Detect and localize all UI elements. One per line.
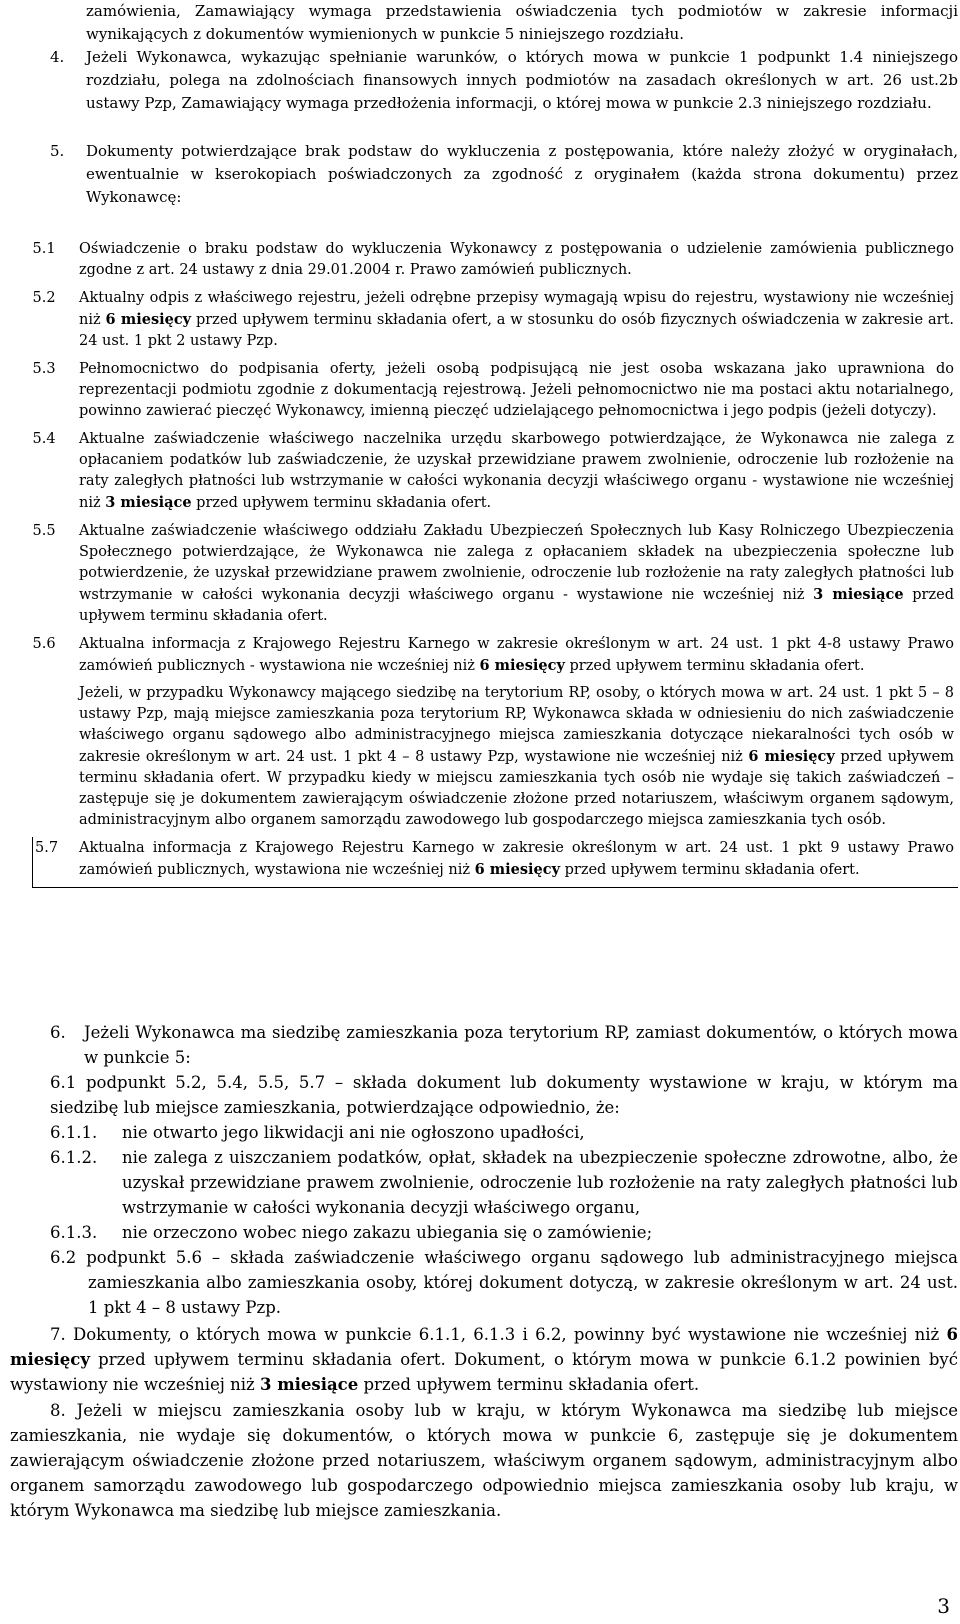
doc-subparagraph: Jeżeli, w przypadku Wykonawcy mającego siedzibę na terytorium RP, osoby, o których mowa w art. 24 ust. 1 pkt 5 – 8 ustawy Pzp, mają miejsce zamieszkania poza terytorium RP, Wykonawca składa w odniesieniu do nich zaświadczenie właściwego organu sądowego albo administracyjnego miejsca zamieszkania dotyczące niekaralności tych osób w zakresie określonym w art. 24 ust. 1 pkt 4 – 8 ustawy Pzp, wystawione nie wcześniej niż 6 miesięcy przed upływem terminu składania ofert. W przypadku kiedy w miejscu zamieszkania tych osób nie wydaje się takich zaświadczeń – zastępuje się je dokumentem zawierającym oświadczenie złożone przed notariuszem, właściwym organem sądowym, administracyjnym albo organem samorządu zawodowego lub gospodarczego miejsca zamieszkania tych osób. <box>79 685 954 828</box>
section-8: 8. Jeżeli w miejscu zamieszkania osoby lub w kraju, w którym Wykonawca ma siedzibę lub miejsce zamieszkania, nie wydaje się dokumentów, o których mowa w punkcie 6, zastępuje się je dokumentem zawierającym oświadczenie złożone przed notariuszem, właściwym organem sądowym, administracyjnym albo organem samorządu zawodowego lub gospodarczego odpowiednio miejsca zamieszkania osoby lub kraju, w którym Wykonawca ma siedzibę lub miejsce zamieszkania. <box>10 1401 958 1520</box>
page-number: 3 <box>937 1594 950 1618</box>
deadline-emphasis: 6 miesięcy <box>479 657 565 674</box>
item-4-number: 4. <box>50 48 65 66</box>
section-6-2-number: 6.2 <box>50 1248 77 1267</box>
doc-row-5-6 <box>33 633 959 837</box>
section-6-2 <box>50 1245 958 1320</box>
section-6-1-1-text: nie otwarto jego likwidacji ani nie ogłoszono upadłości, <box>122 1123 585 1142</box>
section-6-1-2-text: nie zalega z uiszczaniem podatków, opłat, składek na ubezpieczenie społeczne zdrowotne, albo, że uzyskał przewidziane prawem zwolnienie, odroczenie lub rozłożenie na raty zaległych płatności lub wstrzymanie w całości wykonania decyzji właściwego organu, <box>122 1148 958 1217</box>
doc-row-5-7 <box>33 837 959 888</box>
item-4 <box>50 46 958 115</box>
section-6-number: 6. <box>50 1023 66 1042</box>
section-6-text: Jeżeli Wykonawca ma siedzibę zamieszkania poza terytorium RP, zamiast dokumentów, o których mowa w punkcie 5: <box>84 1023 958 1067</box>
doc-text: Aktualny odpis z właściwego rejestru, jeżeli odrębne przepisy wymagają wpisu do rejestru, wystawiony nie wcześniej niż 6 miesięcy przed upływem terminu składania ofert, a w stosunku do osób fizycznych oświadczenia w zakresie art. 24 ust. 1 pkt 2 ustawy Pzp. <box>79 290 955 349</box>
section-6-1-3-text: nie orzeczono wobec niego zakazu ubiegania się o zamówienie; <box>122 1223 653 1242</box>
doc-text: Oświadczenie o braku podstaw do wykluczenia Wykonawcy z postępowania o udzielenie zamówienia publicznego zgodne z art. 24 ustawy z dnia 29.01.2004 r. Prawo zamówień publicznych. <box>79 241 954 278</box>
section-6-1-1-number: 6.1.1. <box>50 1123 98 1142</box>
doc-text: Pełnomocnictwo do podpisania oferty, jeżeli osobą podpisującą nie jest osoba wskazana jako uprawniona do reprezentacji podmiotu zgodnie z dokumentacją rejestrową. Jeżeli pełnomocnictwo nie ma postaci aktu notarialnego, powinno zawierać pieczęć Wykonawcy, imienną pieczęć udzielającego pełnomocnictwa i jego podpis (jeżeli dotyczy). <box>79 361 954 419</box>
doc-number: 5.5 <box>32 523 56 539</box>
item-5-text: Dokumenty potwierdzające brak podstaw do wykluczenia z postępowania, które należy złożyć w oryginałach, ewentualnie w kserokopiach poświadczonych za zgodność z oryginałem (każda strona dokumentu) przez Wykonawcę: <box>86 142 958 206</box>
doc-text: Aktualna informacja z Krajowego Rejestru Karnego w zakresie określonym w art. 24 ust. 1 pkt 4-8 ustawy Prawo zamówień publicznych - wystawiona nie wcześniej niż 6 miesięcy przed upływem terminu składania ofert. Jeżeli, w przypadku Wykonawcy mającego siedzibę na terytorium RP, osoby, o których mowa w art. 24 ust. 1 pkt 5 – 8 ustawy Pzp, mają miejsce zamieszkania poza terytorium RP, Wykonawca składa w odniesieniu do nich zaświadczenie właściwego organu sądowego albo administracyjnego miejsca zamieszkania dotyczące niekaralności tych osób w zakresie określonym w art. 24 ust. 1 pkt 4 – 8 ustawy Pzp, wystawione nie wcześniej niż 6 miesięcy przed upływem terminu składania ofert. W przypadku kiedy w miejscu zamieszkania tych osób nie wydaje się takich zaświadczeń – zastępuje się je dokumentem zawierającym oświadczenie złożone przed notariuszem, właściwym organem sądowym, administracyjnym albo organem samorządu zawodowego lub gospodarczego miejsca zamieszkania tych osób. <box>79 633 958 837</box>
doc-text: Aktualne zaświadczenie właściwego naczelnika urzędu skarbowego potwierdzające, że Wykonawca nie zalega z opłacaniem podatków lub zaświadczenie, że uzyskał przewidziane prawem zwolnienie, odroczenie lub rozłożenie na raty zaległych płatności lub wstrzymanie w całości wykonania decyzji właściwego organu - wystawione nie wcześniej niż 3 miesiące przed upływem terminu składania ofert. <box>79 431 954 511</box>
doc-text: Aktualna informacja z Krajowego Rejestru Karnego w zakresie określonym w art. 24 ust. 1 pkt 9 ustawy Prawo zamówień publicznych, wystawiona nie wcześniej niż 6 miesięcy przed upływem terminu składania ofert. <box>79 837 958 888</box>
section-6-1-number: 6.1 <box>50 1073 77 1092</box>
deadline-emphasis: 6 miesięcy <box>748 748 835 765</box>
intro-continuation: zamówienia, Zamawiający wymaga przedstawienia oświadczenia tych podmiotów w zakresie informacji wynikających z dokumentów wymienionych w punkcie 5 niniejszego rozdziału. <box>86 2 958 43</box>
doc-number: 5.7 <box>33 837 80 888</box>
item-4-text: Jeżeli Wykonawca, wykazując spełnianie warunków, o których mowa w punkcie 1 podpunkt 1.4 niniejszego rozdziału, polega na zdolnościach finansowych innych podmiotów na zasadach określonych w art. 26 ust.2b ustawy Pzp, Zamawiający wymaga przedłożenia informacji, o której mowa w punkcie 2.3 niniejszego rozdziału. <box>86 48 958 112</box>
deadline-emphasis: 3 miesiące <box>813 586 904 603</box>
deadline-emphasis: 3 miesiące <box>259 1375 359 1394</box>
section-6-1-3-number: 6.1.3. <box>50 1223 98 1242</box>
deadline-emphasis: 3 miesiące <box>105 494 192 511</box>
documents-table <box>32 238 958 888</box>
deadline-emphasis: 6 miesięcy <box>105 311 192 328</box>
section-6-1-2-number: 6.1.2. <box>50 1148 98 1167</box>
deadline-emphasis: 6 miesięcy <box>10 1325 958 1369</box>
doc-number: 5.4 <box>32 431 56 447</box>
section-6-2-text: podpunkt 5.6 – składa zaświadczenie właściwego organu sądowego lub administracyjnego miejsca zamieszkania albo zamieszkania osoby, której dokument dotyczą, w zakresie określonym w art. 24 ust. 1 pkt 4 – 8 ustawy Pzp. <box>86 1248 958 1317</box>
section-6 <box>50 1020 958 1070</box>
section-7: 7. Dokumenty, o których mowa w punkcie 6.1.1, 6.1.3 i 6.2, powinny być wystawione nie wcześniej niż 6 miesięcy przed upływem terminu składania ofert. Dokument, o którym mowa w punkcie 6.1.2 powinien być wystawiony nie wcześniej niż 3 miesiące przed upływem terminu składania ofert. <box>10 1325 958 1394</box>
doc-number: 5.2 <box>32 290 56 306</box>
deadline-emphasis: 6 miesięcy <box>474 861 560 878</box>
doc-row-5-1 <box>33 238 959 287</box>
doc-number: 5.3 <box>32 361 56 377</box>
section-6-1 <box>50 1070 958 1120</box>
section-6-1-2 <box>50 1145 958 1220</box>
doc-row-5-2 <box>33 287 959 358</box>
doc-row-5-3 <box>33 358 959 428</box>
doc-number: 5.6 <box>32 636 56 652</box>
item-5 <box>50 140 958 209</box>
doc-number: 5.1 <box>32 241 56 257</box>
item-5-number: 5. <box>50 142 65 160</box>
section-6-1-3 <box>50 1220 958 1245</box>
section-6-1-text: podpunkt 5.2, 5.4, 5.5, 5.7 – składa dokument lub dokumenty wystawione w kraju, w którym ma siedzibę lub miejsce zamieszkania, potwierdzające odpowiednio, że: <box>50 1073 958 1117</box>
doc-row-5-4 <box>33 428 959 520</box>
doc-text: Aktualne zaświadczenie właściwego oddziału Zakładu Ubezpieczeń Społecznych lub Kasy Rolniczego Ubezpieczenia Społecznego potwierdzające, że Wykonawca nie zalega z opłacaniem składek na ubezpieczenia społeczne lub potwierdzenie, że uzyskał przewidziane prawem zwolnienie, odroczenie lub rozłożenie na raty zaległych płatności lub wstrzymanie w całości wykonania decyzji właściwego organu - wystawione nie wcześniej niż 3 miesiące przed upływem terminu składania ofert. <box>79 523 954 624</box>
doc-row-5-5 <box>33 520 959 633</box>
section-6-1-1 <box>50 1120 958 1145</box>
